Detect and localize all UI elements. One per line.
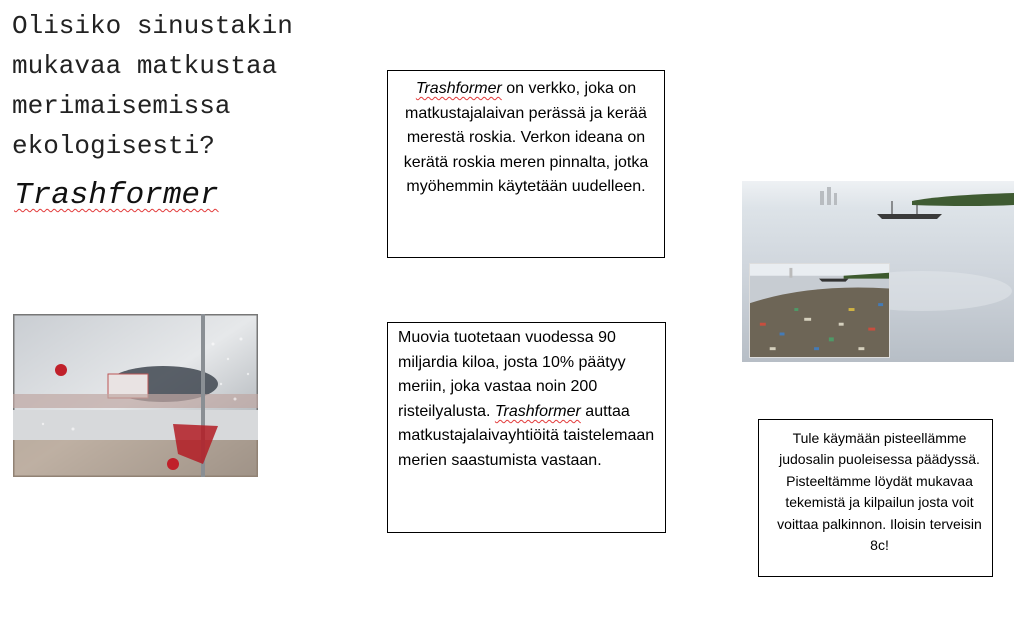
facts-text-start: Muovia tuotetaan vuodessa 90 miljardia kiloa, josta 10% päätyy meriin, joka vastaa noin 200 risteilyalusta. [398, 329, 626, 420]
info-box-text: on verkko, joka on matkustajalaivan perässä ja kerää merestä roskia. Verkon ideana on kerätä roskia meren pinnalta, jotka myöhemmin käytetään uudelleen. [403, 80, 649, 196]
headline-line-2: mukavaa matkustaa [12, 51, 278, 81]
pollution-inset-photo [749, 263, 890, 358]
headline [12, 6, 342, 166]
headline-line-3: merimaisemissa [12, 91, 231, 121]
brand-inline: Trashformer [494, 402, 581, 420]
brand-inline: Trashformer [415, 80, 502, 97]
info-box-invitation [758, 419, 993, 577]
brand-title: Trashformer [14, 178, 219, 213]
headline-line-1: Olisiko sinustakin [12, 11, 293, 41]
headline-line-4: ekologisesti? [12, 131, 215, 161]
invitation-text: Tule käymään pisteellämme judosalin puoleisessa päädyssä. Pisteeltämme löydät mukavaa tekemistä ja kilpailun josta voit voittaa palkinnon. Iloisin terveisin 8c! [777, 430, 982, 554]
info-box-plastic-facts [387, 322, 666, 533]
info-box-trashformer [387, 70, 665, 258]
facts-text-end: auttaa matkustajalaivayhtiöitä taistelemaan merien saastumista vastaan. [398, 402, 655, 469]
tank-photo [13, 314, 258, 477]
